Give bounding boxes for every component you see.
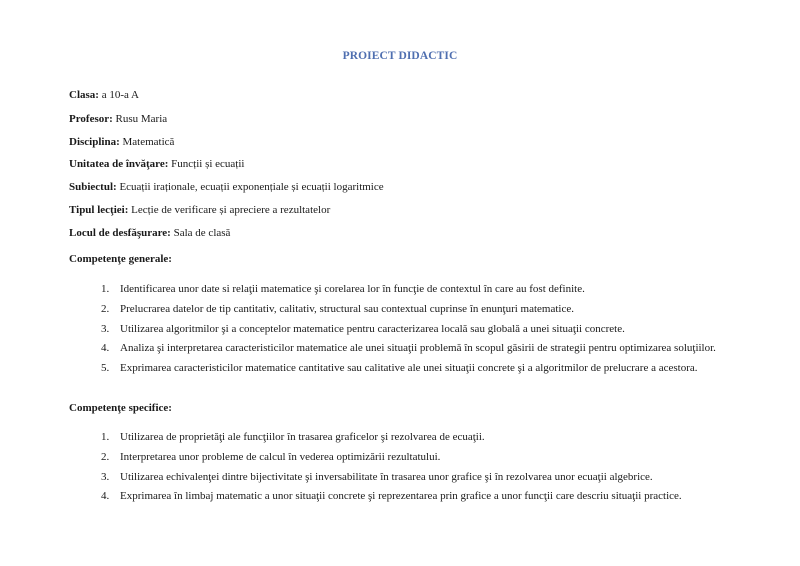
list-item-text: Analiza şi interpretarea caracteristicilor matematice ale unei situaţii problemă în scopul găsirii de strategii pentru optimizarea soluţiilor. [120,342,716,355]
field-value: Rusu Maria [115,113,168,125]
field-value: Sala de clasă [173,227,231,239]
list-item-number: 4. [101,490,110,503]
list-item-number: 3. [101,322,110,335]
field-profesor [69,113,167,125]
general-competences-list [101,280,741,379]
field-locul [69,227,230,239]
general-competences-heading: Competenţe generale: [69,253,172,265]
list-item-text: Utilizarea echivalenţei dintre bijectivitate şi inversabilitate în trasarea unor grafice şi în rezolvarea unor ecuaţii algebrice. [120,470,653,483]
list-item [101,448,741,468]
field-label: Clasa: [69,89,99,101]
field-disciplina [69,136,174,148]
field-value: Ecuații iraționale, ecuații exponențiale și ecuații logaritmice [119,181,384,193]
field-unitatea [69,158,244,170]
field-label: Locul de desfăşurare: [69,227,171,239]
field-label: Profesor: [69,113,113,125]
list-item [101,339,720,359]
list-item-text: Prelucrarea datelor de tip cantitativ, calitativ, structural sau contextual cuprinse în enunţuri matematice. [120,302,574,315]
field-label: Subiectul: [69,181,117,193]
list-item-text: Exprimarea caracteristicilor matematice cantitative sau calitative ale unei situaţii concrete şi a algoritmilor de prelucrare a acestora. [120,362,698,375]
list-item [101,487,741,507]
list-item-number: 1. [101,283,110,295]
list-item-number: 3. [101,470,110,483]
field-value: Matematică [122,136,175,148]
list-item-number: 2. [101,450,110,463]
field-value: Funcții și ecuații [171,158,245,170]
list-item-text: Utilizarea algoritmilor şi a conceptelor matematice pentru caracterizarea locală sau globală a unei situaţii concrete. [120,322,625,335]
list-item-number: 5. [101,362,110,375]
specific-competences-heading: Competenţe specifice: [69,402,172,414]
field-label: Tipul lecţiei: [69,204,129,216]
list-item [101,320,741,340]
list-item-number: 4. [101,342,110,355]
field-value: a 10-a A [101,89,139,101]
specific-competences-list [101,428,741,507]
list-item [101,428,741,448]
list-item-text: Exprimarea în limbaj matematic a unor situaţii concrete şi reprezentarea prin grafice a unor funcţii care descriu situaţii practice. [120,490,682,503]
field-tipul-lectiei [69,204,330,216]
list-item-text: Interpretarea unor probleme de calcul în vederea optimizării rezultatului. [120,450,441,463]
field-label: Unitatea de învăţare: [69,158,169,170]
page-title: PROIECT DIDACTIC [342,50,458,62]
list-item [101,468,741,488]
field-label: Disciplina: [69,136,120,148]
list-item [101,280,741,300]
list-item-text: Utilizarea de proprietăţi ale funcţiilor în trasarea graficelor şi rezolvarea de ecuaţii. [120,431,485,443]
list-item-number: 2. [101,302,110,315]
field-subiectul [69,181,384,193]
field-clasa [69,89,139,101]
list-item [101,359,741,379]
list-item-number: 1. [101,431,110,443]
field-value: Lecție de verificare și apreciere a rezultatelor [131,204,331,216]
list-item [101,300,741,320]
list-item-text: Identificarea unor date si relaţii matematice şi corelarea lor în funcţie de contextul în care au fost definite. [120,283,585,295]
